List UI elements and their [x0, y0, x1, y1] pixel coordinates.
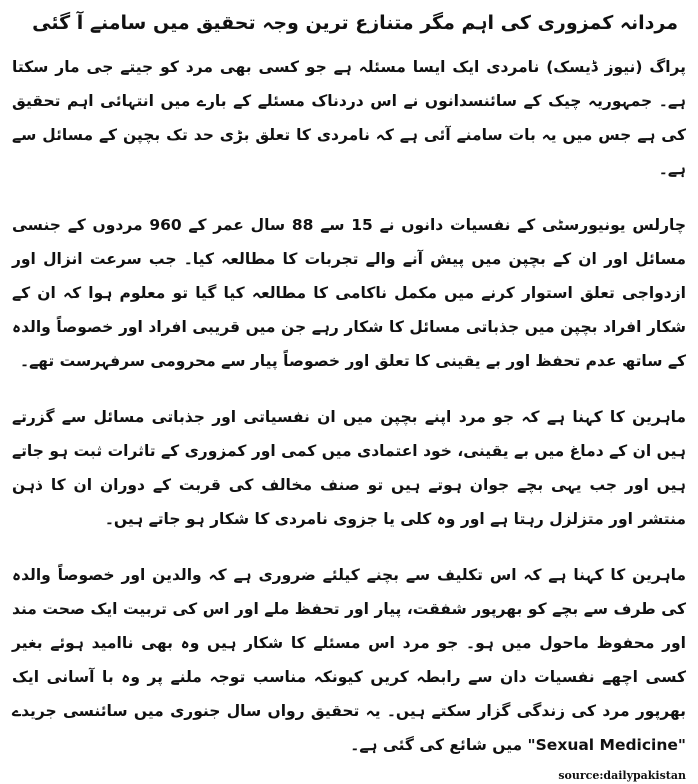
- article-paragraph-3: ماہرین کا کہنا ہے کہ جو مرد اپنے بچپن میں ان نفسیاتی اور جذباتی مسائل سے گزرتے ہیں ان کے دماغ میں بے یقینی، خود اعتمادی میں کمی اور کمزوری کے تاثرات ثبت ہو جاتے ہیں اور جب یہی بچے جوان ہوتے ہیں تو صنف مخالف کی قربت کے دوران ان کا ذہن منتشر اور متزلزل رہتا ہے اور وہ کلی یا جزوی نامردی کا شکار ہو جاتے ہیں۔: [12, 408, 686, 528]
- source-credit: source:dailypakistan: [558, 769, 686, 782]
- article: [12, 8, 686, 782]
- article-headline: مردانہ کمزوری کی اہم مگر متنازع ترین وجہ تحقیق میں سامنے آ گئی: [32, 12, 678, 34]
- article-paragraph-2: چارلس یونیورسٹی کے نفسیات دانوں نے 15 سے 88 سال عمر کے 960 مردوں کے جنسی مسائل اور ان کے بچپن میں پیش آنے والے تجربات کا مطالعہ کیا۔ جب سرعت انزال اور ازدواجی تعلق استوار کرنے میں مکمل ناکامی کا مطالعہ کیا گیا تو معلوم ہوا کہ ان کے شکار افراد بچپن میں جذباتی مسائل کا شکار رہے جن میں قریبی افراد اور خصوصاً والدہ کے ساتھ عدم تحفظ اور بے یقینی کا تعلق اور خصوصاً پیار سے محرومی سرفہرست تھے۔: [12, 216, 686, 370]
- article-paragraph-1: پراگ (نیوز ڈیسک) نامردی ایک ایسا مسئلہ ہے جو کسی بھی مرد کو جیتے جی مار سکتا ہے۔ جمہوریہ چیک کے سائنسدانوں نے اس دردناک مسئلے کے بارے میں انتہائی اہم تحقیق کی ہے جس میں یہ بات سامنے آئی ہے کہ نامردی کا تعلق بڑی حد تک بچپن کے مسائل سے ہے۔: [12, 58, 686, 178]
- article-paragraph-4: ماہرین کا کہنا ہے کہ اس تکلیف سے بچنے کیلئے ضروری ہے کہ والدین اور خصوصاً والدہ کی طرف سے بچے کو بھرپور شفقت، پیار اور تحفظ ملے اور اس کی تربیت ایک صحت مند اور محفوظ ماحول میں ہو۔ جو مرد اس مسئلے کا شکار ہیں وہ بھی ناامید ہوئے بغیر کسی اچھے نفسیات دان سے رابطہ کریں کیونکہ مناسب توجہ ملنے پر وہ با آسانی ایک بھرپور مرد کی زندگی گزار سکتے ہیں۔ یہ تحقیق رواں سال جنوری میں سائنسی جریدے "Sexual Medicine" میں شائع کی گئی ہے۔: [12, 566, 686, 754]
